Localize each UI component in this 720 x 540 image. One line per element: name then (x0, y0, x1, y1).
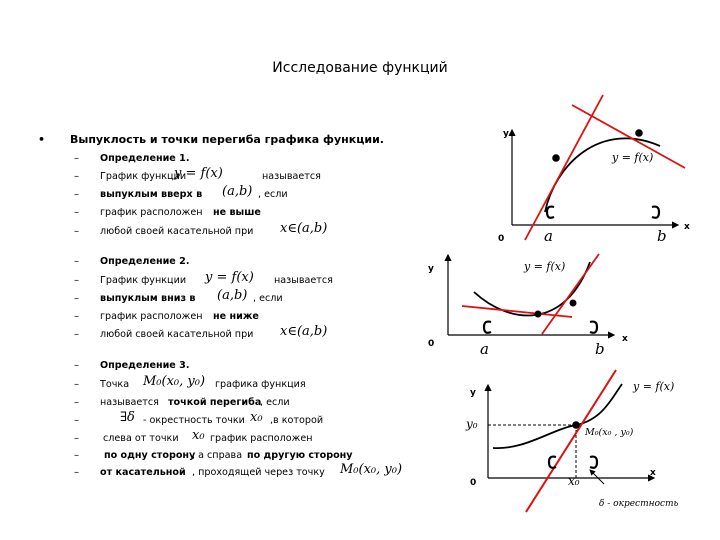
def2-line3a: выпуклым вниз в (100, 293, 196, 304)
tangent-point (535, 311, 542, 318)
def3-line2a: Точка (100, 379, 130, 390)
y-axis-label: y (428, 264, 434, 274)
def3-line6b: , а справа (192, 450, 243, 461)
neighborhood-label: δ - окрестность (599, 499, 679, 509)
def3-line4a: - окрестность точки (143, 415, 245, 426)
right-bracket (590, 322, 597, 333)
dash: – (74, 171, 79, 182)
dash: – (74, 226, 79, 237)
def3-formula-m0: M₀(x₀, y₀) (143, 374, 206, 389)
def3-line3c: , если (260, 397, 290, 408)
function-curve (493, 384, 622, 448)
def1-line3a: выпуклым вверх в (100, 189, 203, 200)
def2-heading: Определение 2. (100, 256, 190, 267)
dash: – (74, 153, 79, 164)
def3-formula-m0: M₀(x₀, y₀) (340, 462, 403, 477)
inflection-point (572, 421, 580, 429)
def3-line6a: по одну сторону (104, 450, 196, 461)
origin-label: 0 (470, 478, 477, 488)
def3-line7b: , проходящей через точку (192, 467, 325, 478)
def3-formula-x0: x₀ (250, 410, 263, 425)
def2-line4a: график расположен (100, 311, 203, 322)
def3-line6c: по другую сторону (247, 450, 353, 461)
graph-convex-down (428, 254, 628, 358)
y-axis-label: y (470, 388, 476, 398)
def2-line4b: не ниже (213, 311, 259, 322)
def2-formula-xin: x∈(a,b) (280, 324, 328, 339)
def1-line3b: , если (258, 189, 288, 200)
def1-line2b: называется (262, 171, 321, 182)
def3-line5a: слева от точки (103, 433, 179, 444)
page-title: Исследование функций (272, 60, 448, 76)
dash: – (74, 311, 79, 322)
def2-line2a: График функции (100, 275, 187, 286)
def1-formula-ab: (a,b) (222, 184, 253, 199)
dash: – (74, 275, 79, 286)
def3-line4b: ,в которой (270, 415, 324, 426)
dash: – (74, 467, 79, 478)
tangent-point (635, 129, 643, 137)
dash: – (74, 433, 79, 444)
dash: – (74, 329, 79, 340)
section-heading: Выпуклость и точки перегиба графика функции. (70, 133, 384, 146)
dash: – (74, 379, 79, 390)
label-b: b (595, 340, 605, 358)
dash: – (74, 189, 79, 200)
dash: – (74, 397, 79, 408)
def1-line5: любой своей касательной при (100, 226, 254, 237)
right-bracket (590, 457, 597, 468)
y0-label: y₀ (466, 417, 478, 431)
def1-formula-xin: x∈(a,b) (280, 221, 328, 236)
def3-heading: Определение 3. (100, 360, 190, 371)
def2-line3b: , если (253, 293, 283, 304)
tangent-point (552, 154, 560, 162)
tangent-point (570, 300, 577, 307)
def2-line2b: называется (274, 275, 333, 286)
dash: – (74, 415, 79, 426)
label-a: a (480, 340, 489, 358)
def1-heading: Определение 1. (100, 153, 190, 164)
def1-formula-yfx: y = f(x) (174, 166, 223, 181)
def1-line4a: график расположен (100, 207, 203, 218)
left-bracket (547, 207, 554, 218)
dash: – (74, 360, 79, 371)
def3-line3a: называется (100, 397, 159, 408)
x0-label: x₀ (568, 474, 580, 488)
x-axis-label: x (650, 468, 656, 478)
def3-line7a: от касательной (100, 467, 186, 478)
graph-inflection (465, 370, 679, 512)
function-curve (545, 138, 660, 212)
y-axis-label: y (503, 129, 509, 139)
def2-line5: любой своей касательной при (100, 329, 254, 340)
def3-line3b: точкой перегиба (168, 397, 262, 408)
dash: – (74, 256, 79, 267)
def2-formula-yfx: y = f(x) (205, 270, 254, 285)
x-axis-label: x (684, 222, 690, 232)
neighborhood-arrow (590, 470, 604, 484)
def3-line5b: график расположен (210, 433, 313, 444)
def1-line2a: График функции (100, 171, 187, 182)
function-label: y = f(x) (612, 151, 654, 164)
dash: – (74, 293, 79, 304)
def3-formula-x0: x₀ (192, 428, 205, 443)
x-axis-label: x (622, 334, 628, 344)
point-label: M₀(x₀ , y₀) (585, 427, 634, 438)
label-b: b (657, 227, 667, 245)
dash: – (74, 207, 79, 218)
origin-label: 0 (498, 234, 505, 244)
dash: – (74, 450, 79, 461)
def1-line4b: не выше (213, 207, 261, 218)
bullet-marker: • (38, 133, 46, 146)
tangent-line (526, 370, 616, 512)
graph-convex-up (498, 95, 690, 245)
function-label: y = f(x) (633, 380, 675, 393)
def3-formula-delta: ∃δ (120, 410, 135, 425)
label-a: a (544, 227, 553, 245)
def3-line2b: графика функция (215, 379, 306, 390)
function-label: y = f(x) (524, 260, 566, 273)
def2-formula-ab: (a,b) (217, 288, 248, 303)
origin-label: 0 (428, 339, 435, 349)
right-bracket (652, 207, 659, 218)
left-bracket (484, 322, 491, 333)
